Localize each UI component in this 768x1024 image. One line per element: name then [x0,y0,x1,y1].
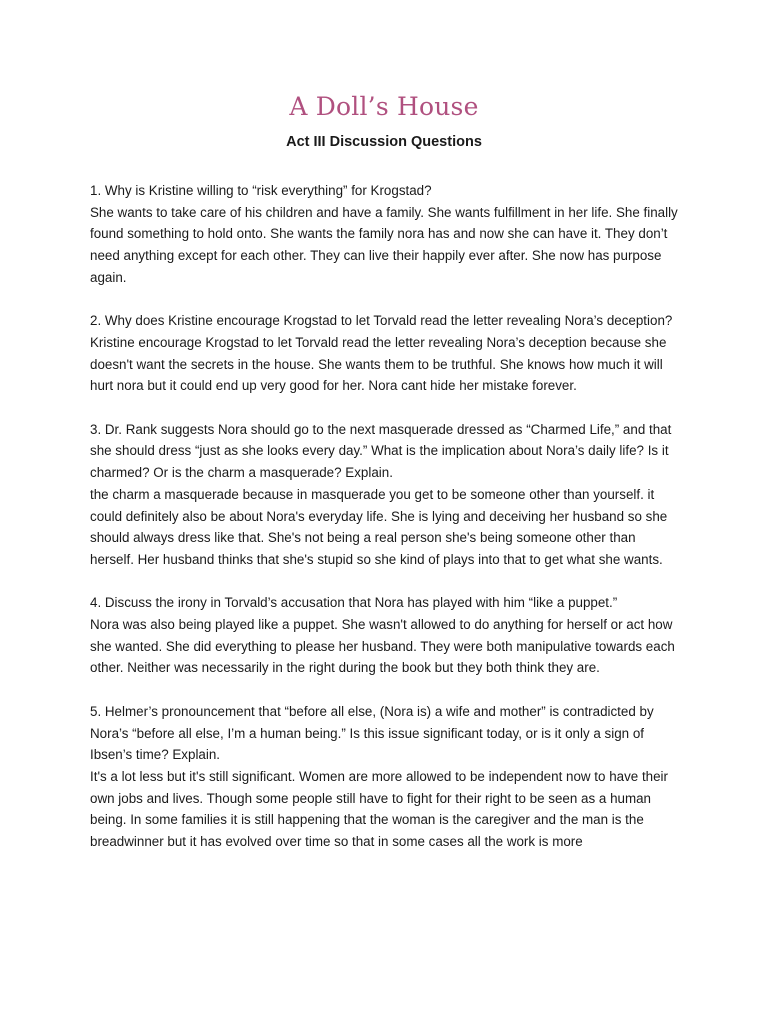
question-text: 4. Discuss the irony in Torvald’s accusation that Nora has played with him “like a puppet.” [90,595,618,611]
answer-text: the charm a masquerade because in masquerade you get to be someone other than yourself. it could definitely also be about Nora's everyday life. She is lying and deceiving her husband so she should always dress like that. She's not being a real person she's being someone other than herself. Her husband thinks that she's stupid so she kind of plays into that to get what she wants. [90,486,668,567]
question-text: 5. Helmer’s pronouncement that “before all else, (Nora is) a wife and mother” is contradicted by Nora’s “before all else, I’m a human being.” Is this issue significant today, or is it only a sign of Ibsen’s time? Explain. [90,703,654,763]
page-subtitle: Act III Discussion Questions [286,134,482,150]
question-block-5 [90,701,682,853]
page-title: A Doll’s House [289,92,479,121]
question-text: 2. Why does Kristine encourage Krogstad to let Torvald read the letter revealing Nora’s deception? [90,313,673,329]
question-block-4 [90,592,682,679]
question-block-3 [90,419,682,571]
question-text: 1. Why is Kristine willing to “risk everything” for Krogstad? [90,183,432,198]
answer-text: Nora was also being played like a puppet. She wasn't allowed to do anything for herself or act how she wanted. She did everything to please her husband. They were both manipulative towards each other. Neither was necessarily in the right during the book but they both think they are. [90,617,675,676]
answer-text: She wants to take care of his children and have a family. She wants fulfillment in her life. She finally found something to hold onto. She wants the family nora has and now she can have it. They don’t need anything except for each other. They can live their happily ever after. She now has purpose again. [90,204,678,285]
question-block-1 [90,180,682,289]
question-text: 3. Dr. Rank suggests Nora should go to the next masquerade dressed as “Charmed Life,” and that she should dress “just as she looks every day.” What is the implication about Nora’s daily life? Is it charmed? Or is the charm a masquerade? Explain. [90,421,672,481]
document-body [90,180,682,874]
answer-text: Kristine encourage Krogstad to let Torvald read the letter revealing Nora’s deception because she doesn't want the secrets in the house. She wants them to be truthful. She knows how much it will hurt nora but it could end up very good for her. Nora cant hide her mistake forever. [90,334,667,394]
question-block-2 [90,310,682,397]
answer-text: It's a lot less but it's still significant. Women are more allowed to be independent now to have their own jobs and lives. Though some people still have to fight for their right to be seen as a human being. In some families it is still happening that the woman is the caregiver and the man is the breadwinner but it has evolved over time so that in some cases all the work is more [90,768,668,850]
